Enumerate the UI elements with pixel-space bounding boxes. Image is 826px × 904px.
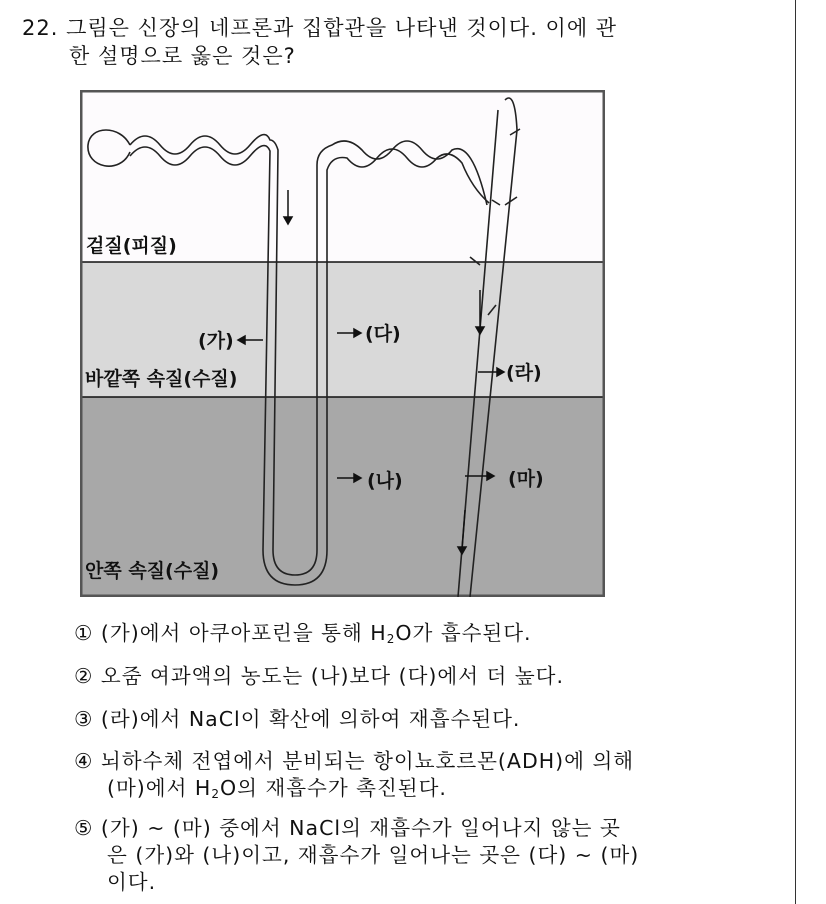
option-text: 오줌 여과액의 농도는 (나)보다 (다)에서 더 높다. bbox=[100, 664, 564, 688]
option-text: 은 (가)와 (나)이고, 재흡수가 일어나는 곳은 (다) ~ (마) bbox=[107, 843, 640, 867]
question-stem bbox=[22, 14, 617, 70]
option-text: 이다. bbox=[107, 870, 157, 894]
region-label-cortex: 겉질(피질) bbox=[86, 235, 177, 257]
option-number: ④ bbox=[74, 749, 94, 773]
option-5[interactable] bbox=[74, 815, 639, 896]
option-number: ② bbox=[74, 664, 94, 688]
region-label-outer-medulla: 바깥쪽 속질(수질) bbox=[85, 368, 238, 390]
option-number: ⑤ bbox=[74, 816, 94, 840]
option-4[interactable] bbox=[74, 748, 634, 808]
option-text: (가)에서 아쿠아포린을 통해 H bbox=[100, 621, 387, 645]
option-2[interactable] bbox=[74, 663, 564, 690]
question-text-line2: 한 설명으로 옳은 것은? bbox=[69, 44, 296, 68]
column-divider bbox=[795, 0, 796, 904]
nephron-figure bbox=[80, 90, 605, 597]
subscript: 2 bbox=[211, 787, 220, 801]
option-text: (가) ~ (마) 중에서 NaCl의 재흡수가 일어나지 않는 곳 bbox=[100, 816, 621, 840]
option-text: (마)에서 H bbox=[107, 776, 212, 800]
option-number: ① bbox=[74, 621, 94, 645]
option-text: (라)에서 NaCl이 확산에 의하여 재흡수된다. bbox=[100, 707, 521, 731]
label-da: (다) bbox=[365, 323, 401, 345]
label-ga: (가) bbox=[198, 330, 234, 352]
region-label-inner-medulla: 안쪽 속질(수질) bbox=[85, 560, 220, 582]
label-ra: (라) bbox=[506, 362, 542, 384]
option-text: O의 재흡수가 촉진된다. bbox=[219, 776, 447, 800]
label-ma: (마) bbox=[508, 468, 544, 490]
option-3[interactable] bbox=[74, 706, 520, 733]
subscript: 2 bbox=[386, 632, 396, 646]
question-text-line1: 그림은 신장의 네프론과 집합관을 나타낸 것이다. 이에 관 bbox=[66, 16, 618, 40]
option-1[interactable] bbox=[74, 620, 532, 653]
label-na: (나) bbox=[367, 470, 403, 492]
option-text: 뇌하수체 전엽에서 분비되는 항이뇨호르몬(ADH)에 의해 bbox=[100, 749, 635, 773]
question-number: 22. bbox=[22, 16, 59, 40]
option-text: O가 흡수된다. bbox=[395, 621, 532, 645]
option-number: ③ bbox=[74, 707, 94, 731]
